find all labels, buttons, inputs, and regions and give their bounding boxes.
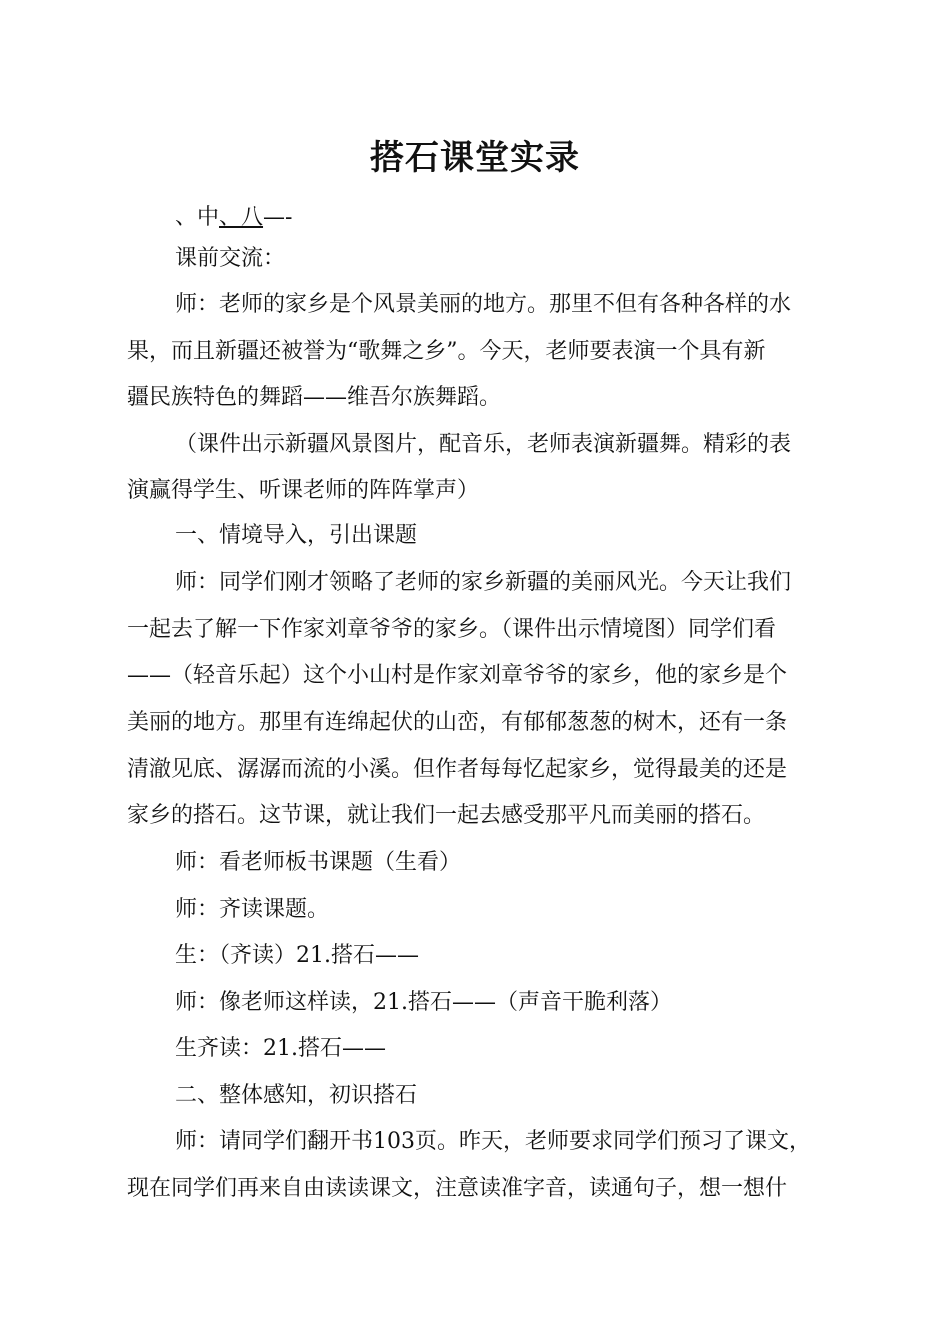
paragraph-line: 师：齐读课题。	[175, 897, 330, 922]
section-heading: 二、整体感知，初识搭石	[175, 1083, 418, 1108]
paragraph-line: ——（轻音乐起）这个小山村是作家刘章爷爷的家乡，他的家乡是个	[127, 663, 788, 688]
paragraph-line: 疆民族特色的舞蹈——维吾尔族舞蹈。	[127, 385, 502, 410]
paragraph-line: 师：同学们刚才领略了老师的家乡新疆的美丽风光。今天让我们	[175, 570, 792, 595]
document-title: 搭石课堂实录	[370, 138, 580, 178]
paragraph-line: （课件出示新疆风景图片，配音乐，老师表演新疆舞。精彩的表	[175, 432, 792, 457]
paragraph-line: 课前交流：	[175, 246, 286, 271]
paragraph-line: 生齐读：21.搭石——	[175, 1036, 386, 1061]
paragraph-line: 演赢得学生、听课老师的阵阵掌声）	[127, 478, 480, 503]
paragraph-line: 师：老师的家乡是个风景美丽的地方。那里不但有各种各样的水	[175, 292, 792, 317]
header-line	[175, 203, 292, 233]
paragraph-line: 一起去了解一下作家刘章爷爷的家乡。（课件出示情境图）同学们看	[127, 617, 777, 642]
paragraph-line: 师：像老师这样读，21.搭石——（声音干脆利落）	[175, 990, 672, 1015]
paragraph-line: 美丽的地方。那里有连绵起伏的山峦，有郁郁葱葱的树木，还有一条	[127, 710, 788, 735]
paragraph-line: 生：（齐读）21.搭石——	[175, 943, 419, 968]
section-heading: 一、情境导入，引出课题	[175, 523, 418, 548]
header-suffix: —-	[263, 205, 293, 230]
paragraph-line: 师：看老师板书课题（生看）	[175, 850, 462, 875]
paragraph-line: 果，而且新疆还被誉为“歌舞之乡”。今天，老师要表演一个具有新	[127, 339, 766, 364]
paragraph-line: 师：请同学们翻开书103页。昨天，老师要求同学们预习了课文，	[175, 1129, 811, 1154]
header-underlined: 、八	[219, 205, 264, 230]
paragraph-line: 家乡的搭石。这节课，就让我们一起去感受那平凡而美丽的搭石。	[127, 803, 766, 828]
paragraph-line: 现在同学们再来自由读读课文，注意读准字音，读通句子，想一想什	[127, 1176, 788, 1201]
paragraph-line: 清澈见底、潺潺而流的小溪。但作者每每忆起家乡，觉得最美的还是	[127, 757, 788, 782]
header-prefix: 、中	[175, 205, 220, 230]
